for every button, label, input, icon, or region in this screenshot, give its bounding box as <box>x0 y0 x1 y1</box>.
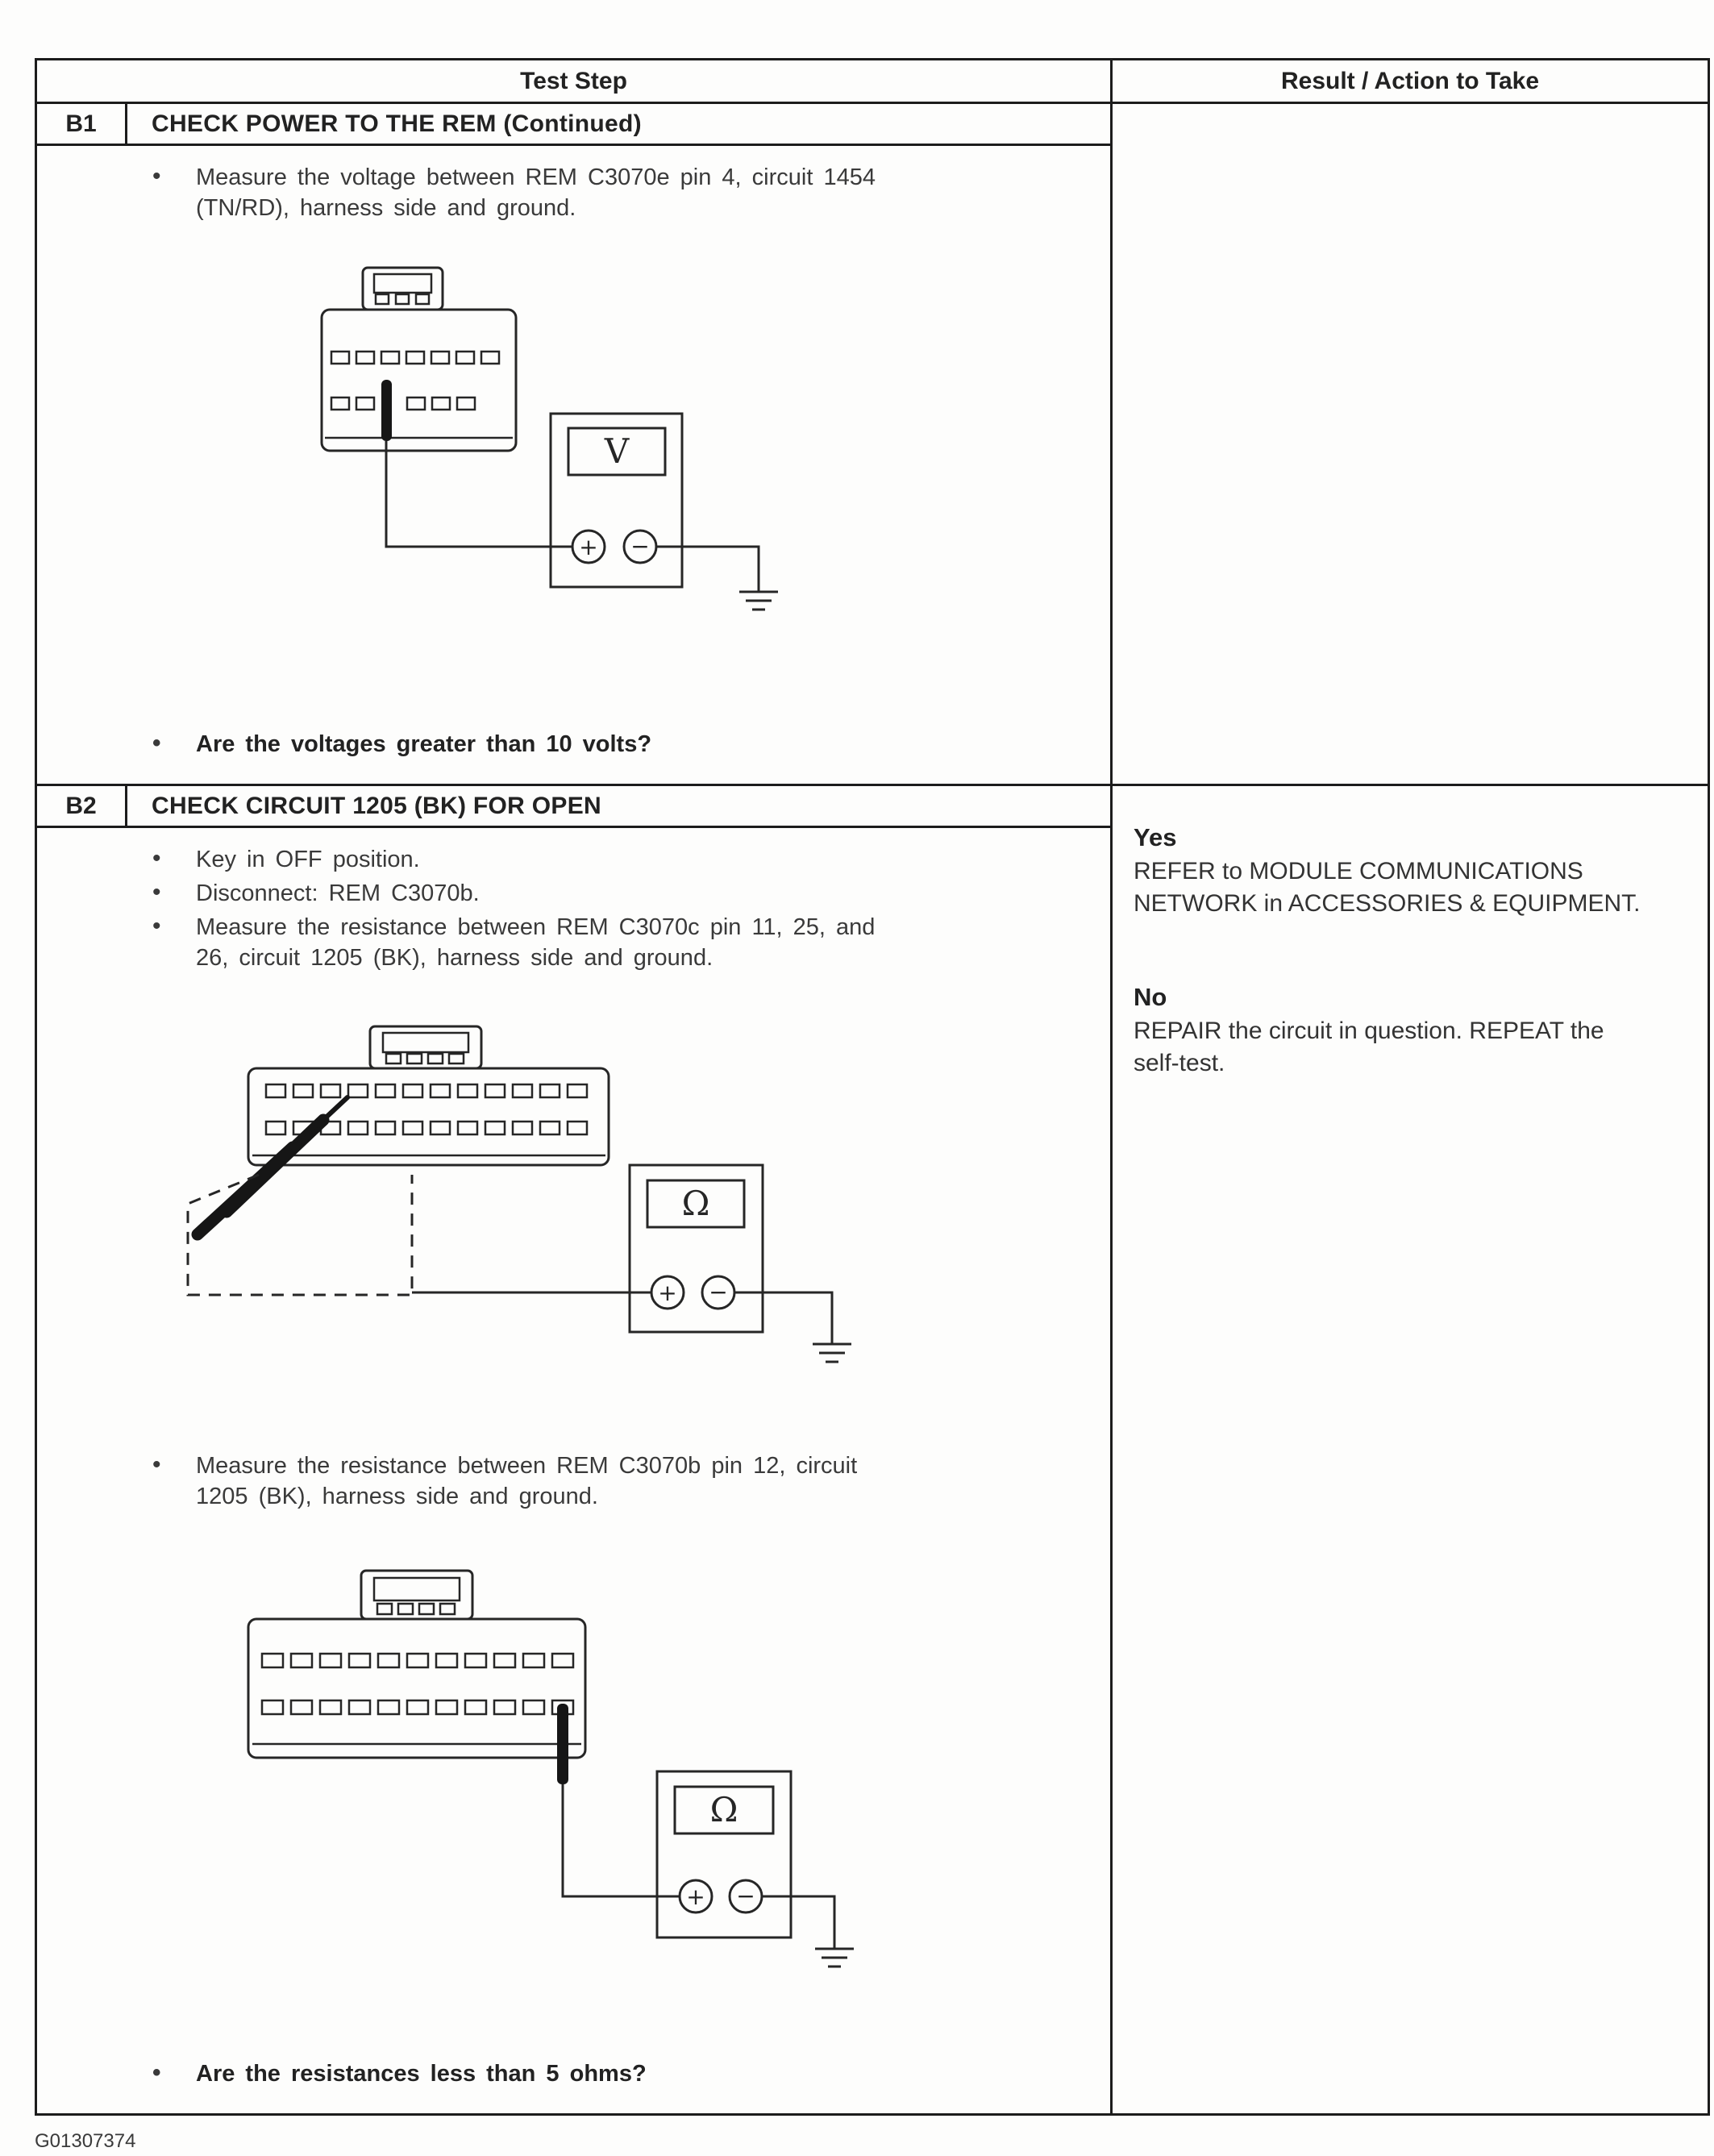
minus-terminal: − <box>736 1883 755 1909</box>
b2-instruction-item: • Measure the resistance between REM C3070c pin 11, 25, and 26, circuit 1205 (BK), harness side and ground. <box>151 912 901 973</box>
test-lead-wire <box>563 1784 680 1896</box>
b2-question <box>37 2058 1110 2092</box>
ground-icon <box>813 1344 851 1362</box>
plus-terminal: + <box>579 534 598 560</box>
plus-terminal: + <box>658 1280 677 1306</box>
section-b2-test-step-cell <box>37 786 1113 2113</box>
pinpoint-test-table <box>35 58 1710 2116</box>
b1-instruction-item: • Measure the voltage between REM C3070e pin 4, circuit 1454 (TN/RD), harness side and ground. <box>151 162 901 223</box>
b1-question-item: • Are the voltages greater than 10 volts? <box>151 729 1038 760</box>
resistance-test-diagram-1 <box>164 1017 889 1388</box>
multimeter-icon <box>551 414 682 587</box>
test-lead-wire <box>386 441 572 547</box>
plus-terminal: + <box>686 1883 705 1910</box>
b2-instruction-item: • Disconnect: REM C3070b. <box>151 878 901 909</box>
step-title-b2: CHECK CIRCUIT 1205 (BK) FOR OPEN <box>152 792 601 819</box>
multimeter-icon <box>657 1771 791 1937</box>
meter-symbol: Ω <box>681 1184 710 1223</box>
test-probe-icon <box>381 380 392 441</box>
column-header-test-step: Test Step <box>37 60 1113 102</box>
ground-icon <box>739 592 778 610</box>
step-id-b1: B1 <box>37 104 127 144</box>
test-probe-icon <box>557 1704 568 1784</box>
result-yes-block <box>1134 823 1691 920</box>
section-b1 <box>37 104 1708 786</box>
section-b2-content <box>37 828 1110 2113</box>
result-no-text: REPAIR the circuit in question. REPEAT the self-test. <box>1134 1018 1604 1076</box>
figure-code: G01307374 <box>35 2130 136 2152</box>
column-header-result: Result / Action to Take <box>1280 67 1540 94</box>
section-b2-title-bar <box>37 786 1110 828</box>
step-id-b2: B2 <box>37 786 127 826</box>
meter-symbol: Ω <box>709 1790 738 1829</box>
section-b1-result-cell <box>1113 104 1708 784</box>
minus-terminal: − <box>630 533 650 560</box>
b2-result-content <box>1113 786 1708 1080</box>
section-b1-test-step-cell <box>37 104 1113 784</box>
b2-instruction-item: • Key in OFF position. <box>151 844 901 875</box>
meter-symbol: V <box>604 431 630 471</box>
ground-icon <box>815 1949 854 1967</box>
b2-instructions-2 <box>37 1451 1110 1515</box>
voltage-test-diagram <box>285 259 801 638</box>
result-yes-label: Yes <box>1134 823 1177 851</box>
b2-instruction-item: • Measure the resistance between REM C3070b pin 12, circuit 1205 (BK), harness side and ground. <box>151 1451 901 1512</box>
section-b1-title-bar <box>37 104 1110 146</box>
ground-lead-wire <box>762 1896 834 1949</box>
result-no-block <box>1134 983 1691 1080</box>
step-title-b1: CHECK POWER TO THE REM (Continued) <box>152 110 642 137</box>
result-no-label: No <box>1134 983 1167 1011</box>
connector-icon <box>248 1571 585 1758</box>
ground-lead-wire <box>734 1292 832 1344</box>
ground-lead-wire <box>656 547 759 592</box>
minus-terminal: − <box>709 1279 728 1305</box>
table-header-row <box>37 60 1708 104</box>
mating-connector-dashed-outline <box>188 1175 412 1295</box>
section-b2-result-cell <box>1113 786 1708 2113</box>
b1-question <box>37 729 1110 763</box>
multimeter-icon <box>630 1165 763 1332</box>
b1-instructions <box>37 162 1110 227</box>
resistance-test-diagram-2 <box>204 1557 889 1992</box>
result-yes-text: REFER to MODULE COMMUNICATIONS NETWORK in ACCESSORIES & EQUIPMENT. <box>1134 858 1641 917</box>
section-b1-content <box>37 146 1110 784</box>
section-b2 <box>37 786 1708 2113</box>
b2-instructions <box>37 844 1110 976</box>
connector-icon <box>322 268 516 451</box>
b2-question-item: • Are the resistances less than 5 ohms? <box>151 2058 1038 2089</box>
